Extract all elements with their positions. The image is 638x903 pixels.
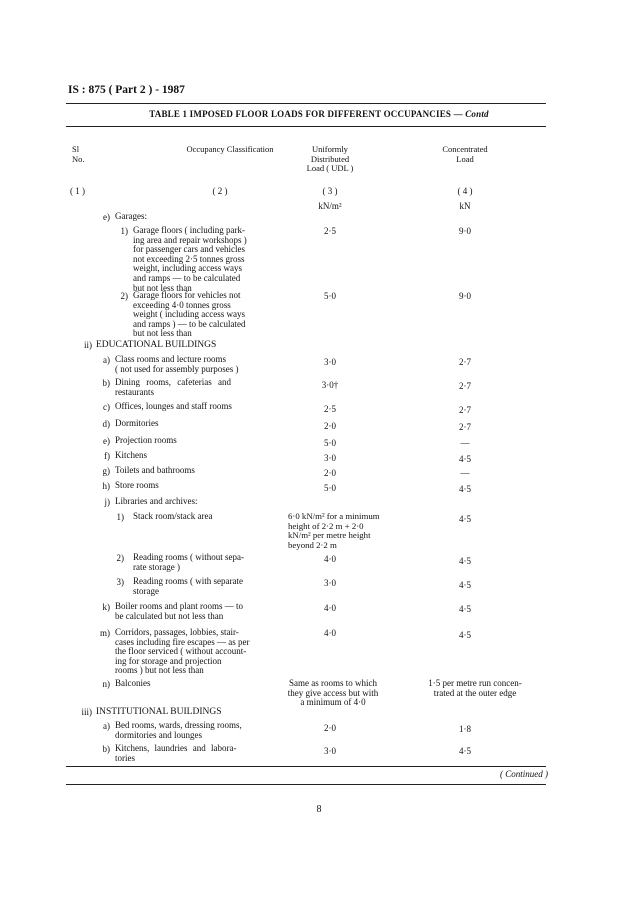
row-conc: 1·8 [459, 724, 471, 734]
section-heading: EDUCATIONAL BUILDINGS [96, 340, 217, 350]
table-caption [0, 109, 638, 119]
row-udl: 2·0 [324, 421, 336, 431]
row-conc: 4·5 [459, 514, 471, 524]
row-text: Balconies [115, 678, 151, 688]
table-bottom-rule [66, 766, 546, 767]
row-conc: 4·5 [459, 630, 471, 640]
row-udl: 3·0 [324, 746, 336, 756]
row-label: 3) [116, 577, 124, 587]
row-label: 2) [120, 291, 128, 301]
section-label: ii) [84, 340, 92, 350]
page-number: 8 [316, 804, 322, 815]
row-conc: 2·7 [459, 357, 471, 367]
row-udl: Same as rooms to which they give access but with a minimum of 4·0 [287, 678, 379, 708]
row-udl: 2·0 [324, 468, 336, 478]
col-header-sl: Sl No. [72, 144, 85, 164]
row-label: a) [103, 721, 110, 731]
unit-udl: kN/m² [318, 201, 342, 211]
row-conc: 2·7 [459, 405, 471, 415]
row-udl: 3·0 [324, 453, 336, 463]
row-conc: 9·0 [459, 226, 471, 236]
standard-header: IS : 875 ( Part 2 ) - 1987 [68, 84, 185, 96]
row-text: Bed rooms, wards, dressing rooms, dormitories and lounges [115, 720, 242, 740]
header-rule [66, 103, 546, 104]
row-text: Store rooms [115, 480, 159, 490]
row-udl: 5·0 [324, 483, 336, 493]
row-label: 2) [116, 553, 124, 563]
row-text: Reading rooms ( with separate storage [133, 576, 243, 596]
row-text: Dormitories [115, 418, 159, 428]
section-label: iii) [81, 707, 92, 717]
col-number-1: ( 1 ) [70, 186, 85, 196]
row-label: n) [102, 679, 110, 689]
row-conc: 2·7 [459, 381, 471, 391]
row-conc: 4·5 [459, 580, 471, 590]
row-udl: 3·0† [321, 380, 339, 390]
row-udl: 2·5 [324, 404, 336, 414]
row-text: Garage floors ( including park- ing area and repair workshops ) for passenger cars and vehicles not exceeding 2·5 tonnes gross weight, including access ways and ramps — to be calculated but not less than [133, 225, 247, 293]
caption-rule [66, 126, 546, 127]
row-text: Boiler rooms and plant rooms — to be calculated but not less than [115, 601, 243, 621]
row-label: m) [100, 628, 110, 638]
row-conc: 4·5 [459, 454, 471, 464]
unit-concentrated: kN [459, 201, 471, 211]
row-label: 1) [116, 512, 124, 522]
col-header-udl: Uniformly Distributed Load ( UDL ) [306, 144, 354, 173]
row-label: 1) [120, 226, 128, 236]
row-label: g) [102, 466, 110, 476]
row-text: Garage floors for vehicles not exceeding 4·0 tonnes gross weight ( including access ways and ramps ) — to be calculated but not less than [133, 290, 246, 339]
row-conc: 4·5 [459, 484, 471, 494]
row-conc: — [460, 468, 470, 478]
row-udl: 2·0 [324, 723, 336, 733]
row-label: e) [103, 212, 110, 222]
row-text: Reading rooms ( without sepa- rate storage ) [133, 552, 244, 572]
row-udl: 6·0 kN/m² for a minimum height of 2·2 m + 2·0 kN/m² per metre height beyond 2·2 m [288, 511, 380, 550]
col-header-occupancy: Occupancy Classification [186, 144, 274, 154]
row-conc: — [460, 438, 470, 448]
row-text: Kitchens, laundries and labora- tories [115, 743, 237, 763]
row-conc: 2·7 [459, 422, 471, 432]
row-text: Kitchens [115, 450, 147, 460]
row-label: c) [103, 402, 110, 412]
row-udl: 4·0 [324, 628, 336, 638]
section-heading: INSTITUTIONAL BUILDINGS [96, 707, 222, 717]
row-conc: 4·5 [459, 604, 471, 614]
col-header-concentrated: Concentrated Load [442, 144, 488, 164]
row-udl: 3·0 [324, 578, 336, 588]
row-udl: 2·5 [324, 226, 336, 236]
row-conc: 4·5 [459, 556, 471, 566]
row-text: Dining rooms, cafeterias and restaurants [115, 377, 231, 397]
col-number-4: ( 4 ) [457, 186, 473, 196]
row-udl: 5·0 [324, 438, 336, 448]
footer-rule [66, 784, 546, 785]
row-label: j) [104, 497, 110, 507]
row-text: Libraries and archives: [115, 496, 198, 506]
row-text: Stack room/stack area [133, 511, 213, 521]
row-conc: 4·5 [459, 746, 471, 756]
row-text: Garages: [115, 211, 147, 221]
row-conc: 9·0 [459, 291, 471, 301]
row-text: Projection rooms [115, 435, 177, 445]
row-text: Toilets and bathrooms [115, 465, 195, 475]
row-conc: 1·5 per metre run concen- trated at the outer edge [428, 678, 522, 698]
row-label: h) [102, 481, 110, 491]
row-label: k) [102, 602, 110, 612]
row-udl: 4·0 [324, 603, 336, 613]
table-title-contd: Contd [465, 109, 489, 119]
row-label: a) [103, 355, 110, 365]
table-title: TABLE 1 IMPOSED FLOOR LOADS FOR DIFFERENT OCCUPANCIES — [149, 109, 463, 119]
continued-note: ( Continued ) [500, 769, 548, 779]
row-label: b) [102, 744, 110, 754]
row-text: Class rooms and lecture rooms ( not used for assembly purposes ) [115, 354, 239, 374]
row-udl: 3·0 [324, 357, 336, 367]
row-label: e) [103, 436, 110, 446]
row-text: Corridors, passages, lobbies, stair- cases including fire escapes — as per the floor serviced ( without account- ing for storage and projection rooms ) but not less than [115, 627, 250, 676]
row-label: b) [102, 378, 110, 388]
col-number-3: ( 3 ) [322, 186, 338, 196]
row-udl: 4·0 [324, 554, 336, 564]
col-number-2: ( 2 ) [212, 186, 228, 196]
row-text: Offices, lounges and staff rooms [115, 401, 232, 411]
row-udl: 5·0 [324, 291, 336, 301]
row-label: d) [102, 419, 110, 429]
row-label: f) [104, 451, 110, 461]
